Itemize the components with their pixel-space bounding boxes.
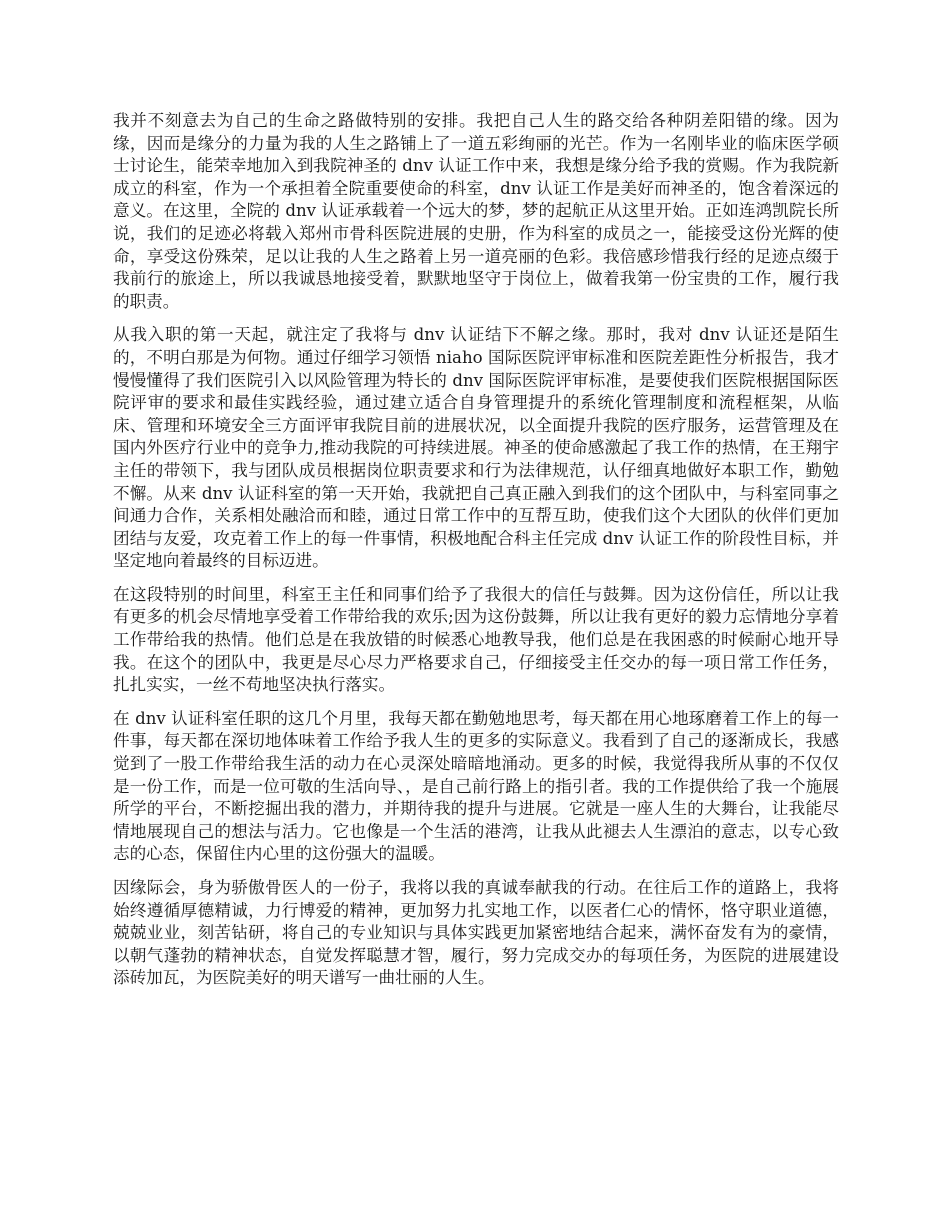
paragraph-5: 因缘际会，身为骄傲骨医人的一份子，我将以我的真诚奉献我的行动。在往后工作的道路上，我将始终遵循厚德精诚，力行博爱的精神，更加努力扎实地工作，以医者仁心的情怀，恪守职业道德，兢兢业业，刻苦钻研，将自己的专业知识与具体实践更加紧密地结合起来，满怀奋发有为的豪情，以朝气蓬勃的精神状态，自觉发挥聪慧才智，履行，努力完成交办的每项任务，为医院的进展建设添砖加瓦，为医院美好的明天谱写一曲壮丽的人生。 — [113, 878, 839, 988]
paragraph-1: 我并不刻意去为自己的生命之路做特别的安排。我把自己人生的路交给各种阴差阳错的缘。因为缘，因而是缘分的力量为我的人生之路铺上了一道五彩绚丽的光芒。作为一名刚毕业的临床医学硕士讨论生，能荣幸地加入到我院神圣的 dnv 认证工作中来，我想是缘分给予我的赏赐。作为我院新成立的科室，作为一个承担着全院重要使命的科室，dnv 认证工作是美好而神圣的，饱含着深远的意义。在这里，全院的 dnv 认证承载着一个远大的梦，梦的起航正从这里开始。正如连鸿凯院长所说，我们的足迹必将载入郑州市骨科医院进展的史册，作为科室的成员之一，能接受这份光辉的使命，享受这份殊荣，足以让我的人生之路着上另一道亮丽的色彩。我倍感珍惜我行经的足迹点缀于我前行的旅途上，所以我诚恳地接受着，默默地坚守于岗位上，做着我第一份宝贵的工作，履行我的职责。 — [113, 111, 839, 311]
document-body — [113, 110, 839, 1001]
paragraph-2: 从我入职的第一天起，就注定了我将与 dnv 认证结下不解之缘。那时，我对 dnv 认证还是陌生的，不明白那是为何物。通过仔细学习领悟 niaho 国际医院评审标准和医院差距性分析报告，我才慢慢懂得了我们医院引入以风险管理为特长的 dnv 国际医院评审标准，是要使我们医院根据国际医院评审的要求和最佳实践经验，通过建立适合自身管理提升的系统化管理制度和流程框架，从临床、管理和环境安全三方面评审我院目前的进展状况，以全面提升我院的医疗服务，运营管理及在国内外医疗行业中的竞争力,推动我院的可持续进展。神圣的使命感激起了我工作的热情，在王翔宇主任的带领下，我与团队成员根据岗位职责要求和行为法律规范，认仔细真地做好本职工作，勤勉不懈。从来 dnv 认证科室的第一天开始，我就把自己真正融入到我们的这个团队中，与科室同事之间通力合作，关系相处融洽而和睦，通过日常工作中的互帮互助，使我们这个大团队的伙伴们更加团结与友爱，攻克着工作上的每一件事情，积极地配合科主任完成 dnv 认证工作的阶段性目标，并坚定地向着最终的目标迈进。 — [113, 325, 839, 571]
paragraph-4: 在 dnv 认证科室任职的这几个月里，我每天都在勤勉地思考，每天都在用心地琢磨着工作上的每一件事，每天都在深切地体味着工作给予我人生的更多的实际意义。我看到了自己的逐渐成长，我感觉到了一股工作带给我生活的动力在心灵深处暗暗地涌动。更多的时候，我觉得我所从事的不仅仅是一份工作，而是一位可敬的生活向导、，是自己前行路上的指引者。我的工作提供给了我一个施展所学的平台，不断挖掘出我的潜力，并期待我的提升与进展。它就是一座人生的大舞台，让我能尽情地展现自己的想法与活力。它也像是一个生活的港湾，让我从此褪去人生漂泊的意志，以专心致志的心态，保留住内心里的这份强大的温暖。 — [113, 708, 839, 864]
paragraph-3: 在这段特别的时间里，科室王主任和同事们给予了我很大的信任与鼓舞。因为这份信任，所以让我有更多的机会尽情地享受着工作带给我的欢乐;因为这份鼓舞，所以让我有更好的毅力忘情地分享着工作带给我的热情。他们总是在我放错的时候悉心地教导我，他们总是在我困惑的时候耐心地开导我。在这个的团队中，我更是尽心尽力严格要求自己，仔细接受主任交办的每一项日常工作任务，扎扎实实，一丝不苟地坚决执行落实。 — [113, 584, 839, 695]
